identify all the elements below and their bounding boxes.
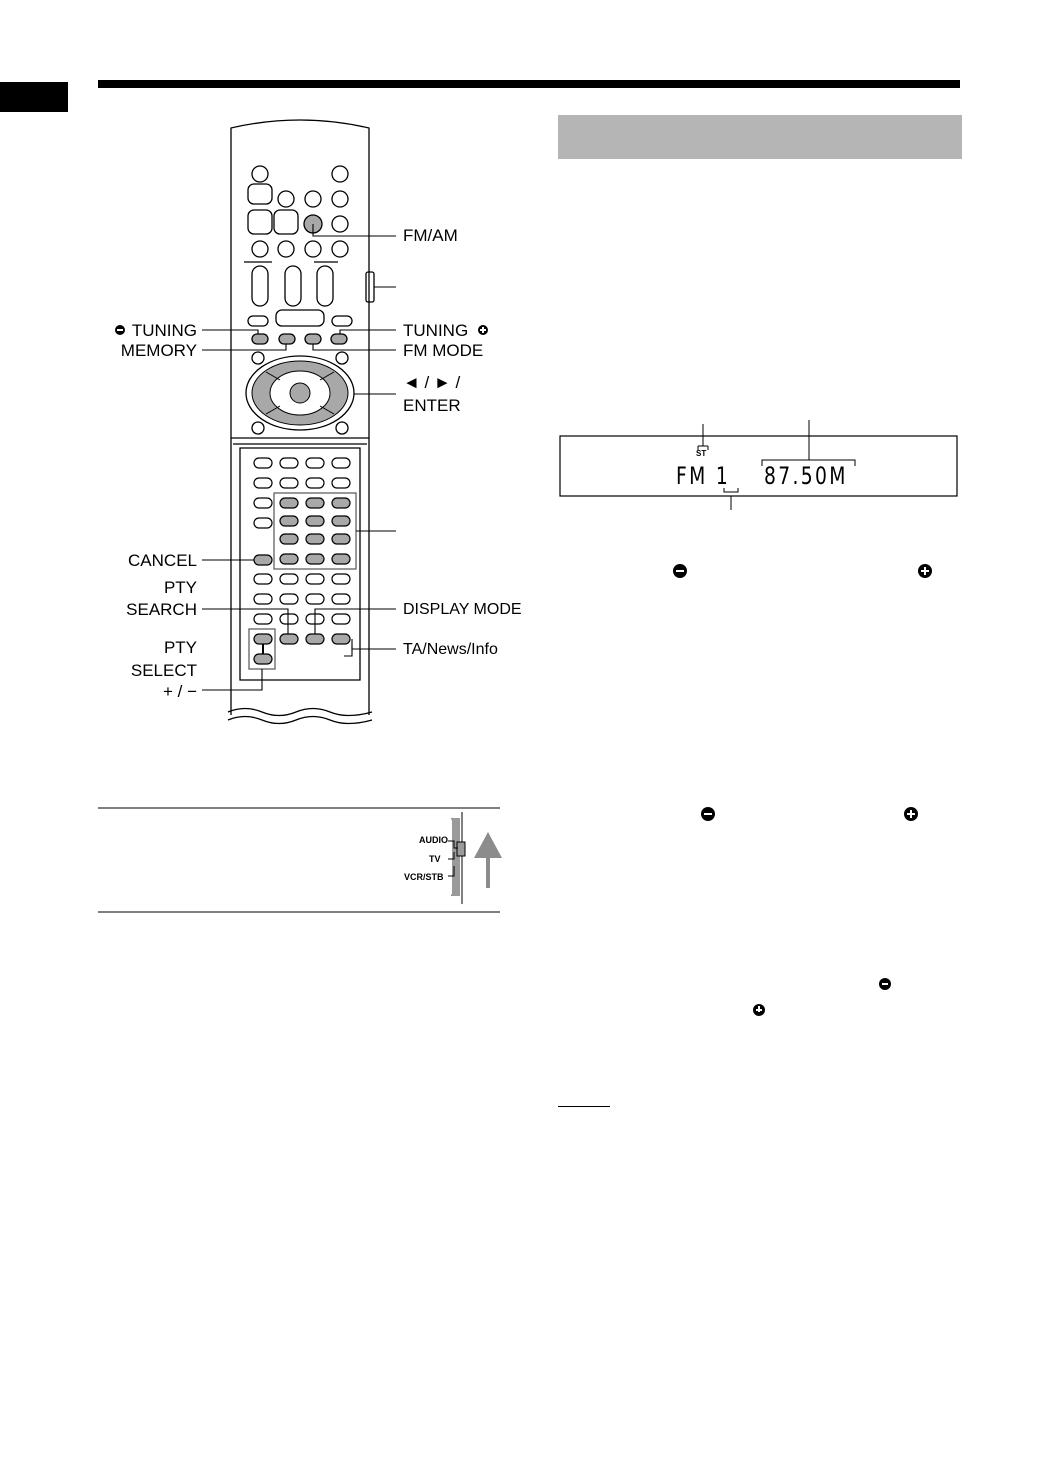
fm-am-label: FM/AM <box>403 226 458 245</box>
frequency-readout: 87.50M <box>764 462 848 490</box>
cancel-label: CANCEL <box>128 551 197 570</box>
tuning-plus-label: TUNING <box>403 321 469 340</box>
band-preset-readout: FM 1 <box>676 462 731 490</box>
pty-search-label-2: SEARCH <box>126 600 197 619</box>
enter-label: ENTER <box>403 396 461 415</box>
pty-select-label-3: + / − <box>162 682 197 701</box>
stereo-indicator: ST <box>696 449 707 458</box>
remote-cut-edge <box>228 709 372 716</box>
ta-news-info-label: TA/News/Info <box>403 641 498 658</box>
up-arrow-icon <box>474 832 502 888</box>
mode-switch-illustration <box>98 808 502 912</box>
side-mode-switch <box>366 272 374 302</box>
switch-label-vcr-stb: VCR/STB <box>404 872 444 882</box>
arrows-label: ◄ / ► / <box>403 373 461 392</box>
pty-select-label-1: PTY <box>163 638 197 657</box>
pty-search-label-1: PTY <box>163 578 197 597</box>
fm-mode-label: FM MODE <box>403 341 484 360</box>
lower-button-grid <box>249 458 356 669</box>
pty-select-label-2: SELECT <box>130 661 197 680</box>
display-panel-illustration <box>560 420 957 510</box>
display-mode-label: DISPLAY MODE <box>403 601 522 618</box>
tuning-minus-label: TUNING <box>131 321 197 340</box>
switch-label-tv: TV <box>429 854 441 864</box>
memory-label: MEMORY <box>120 341 197 360</box>
note-heading-rule <box>558 1106 610 1107</box>
switch-label-audio: AUDIO <box>419 835 448 845</box>
navigation-dpad <box>246 356 354 430</box>
